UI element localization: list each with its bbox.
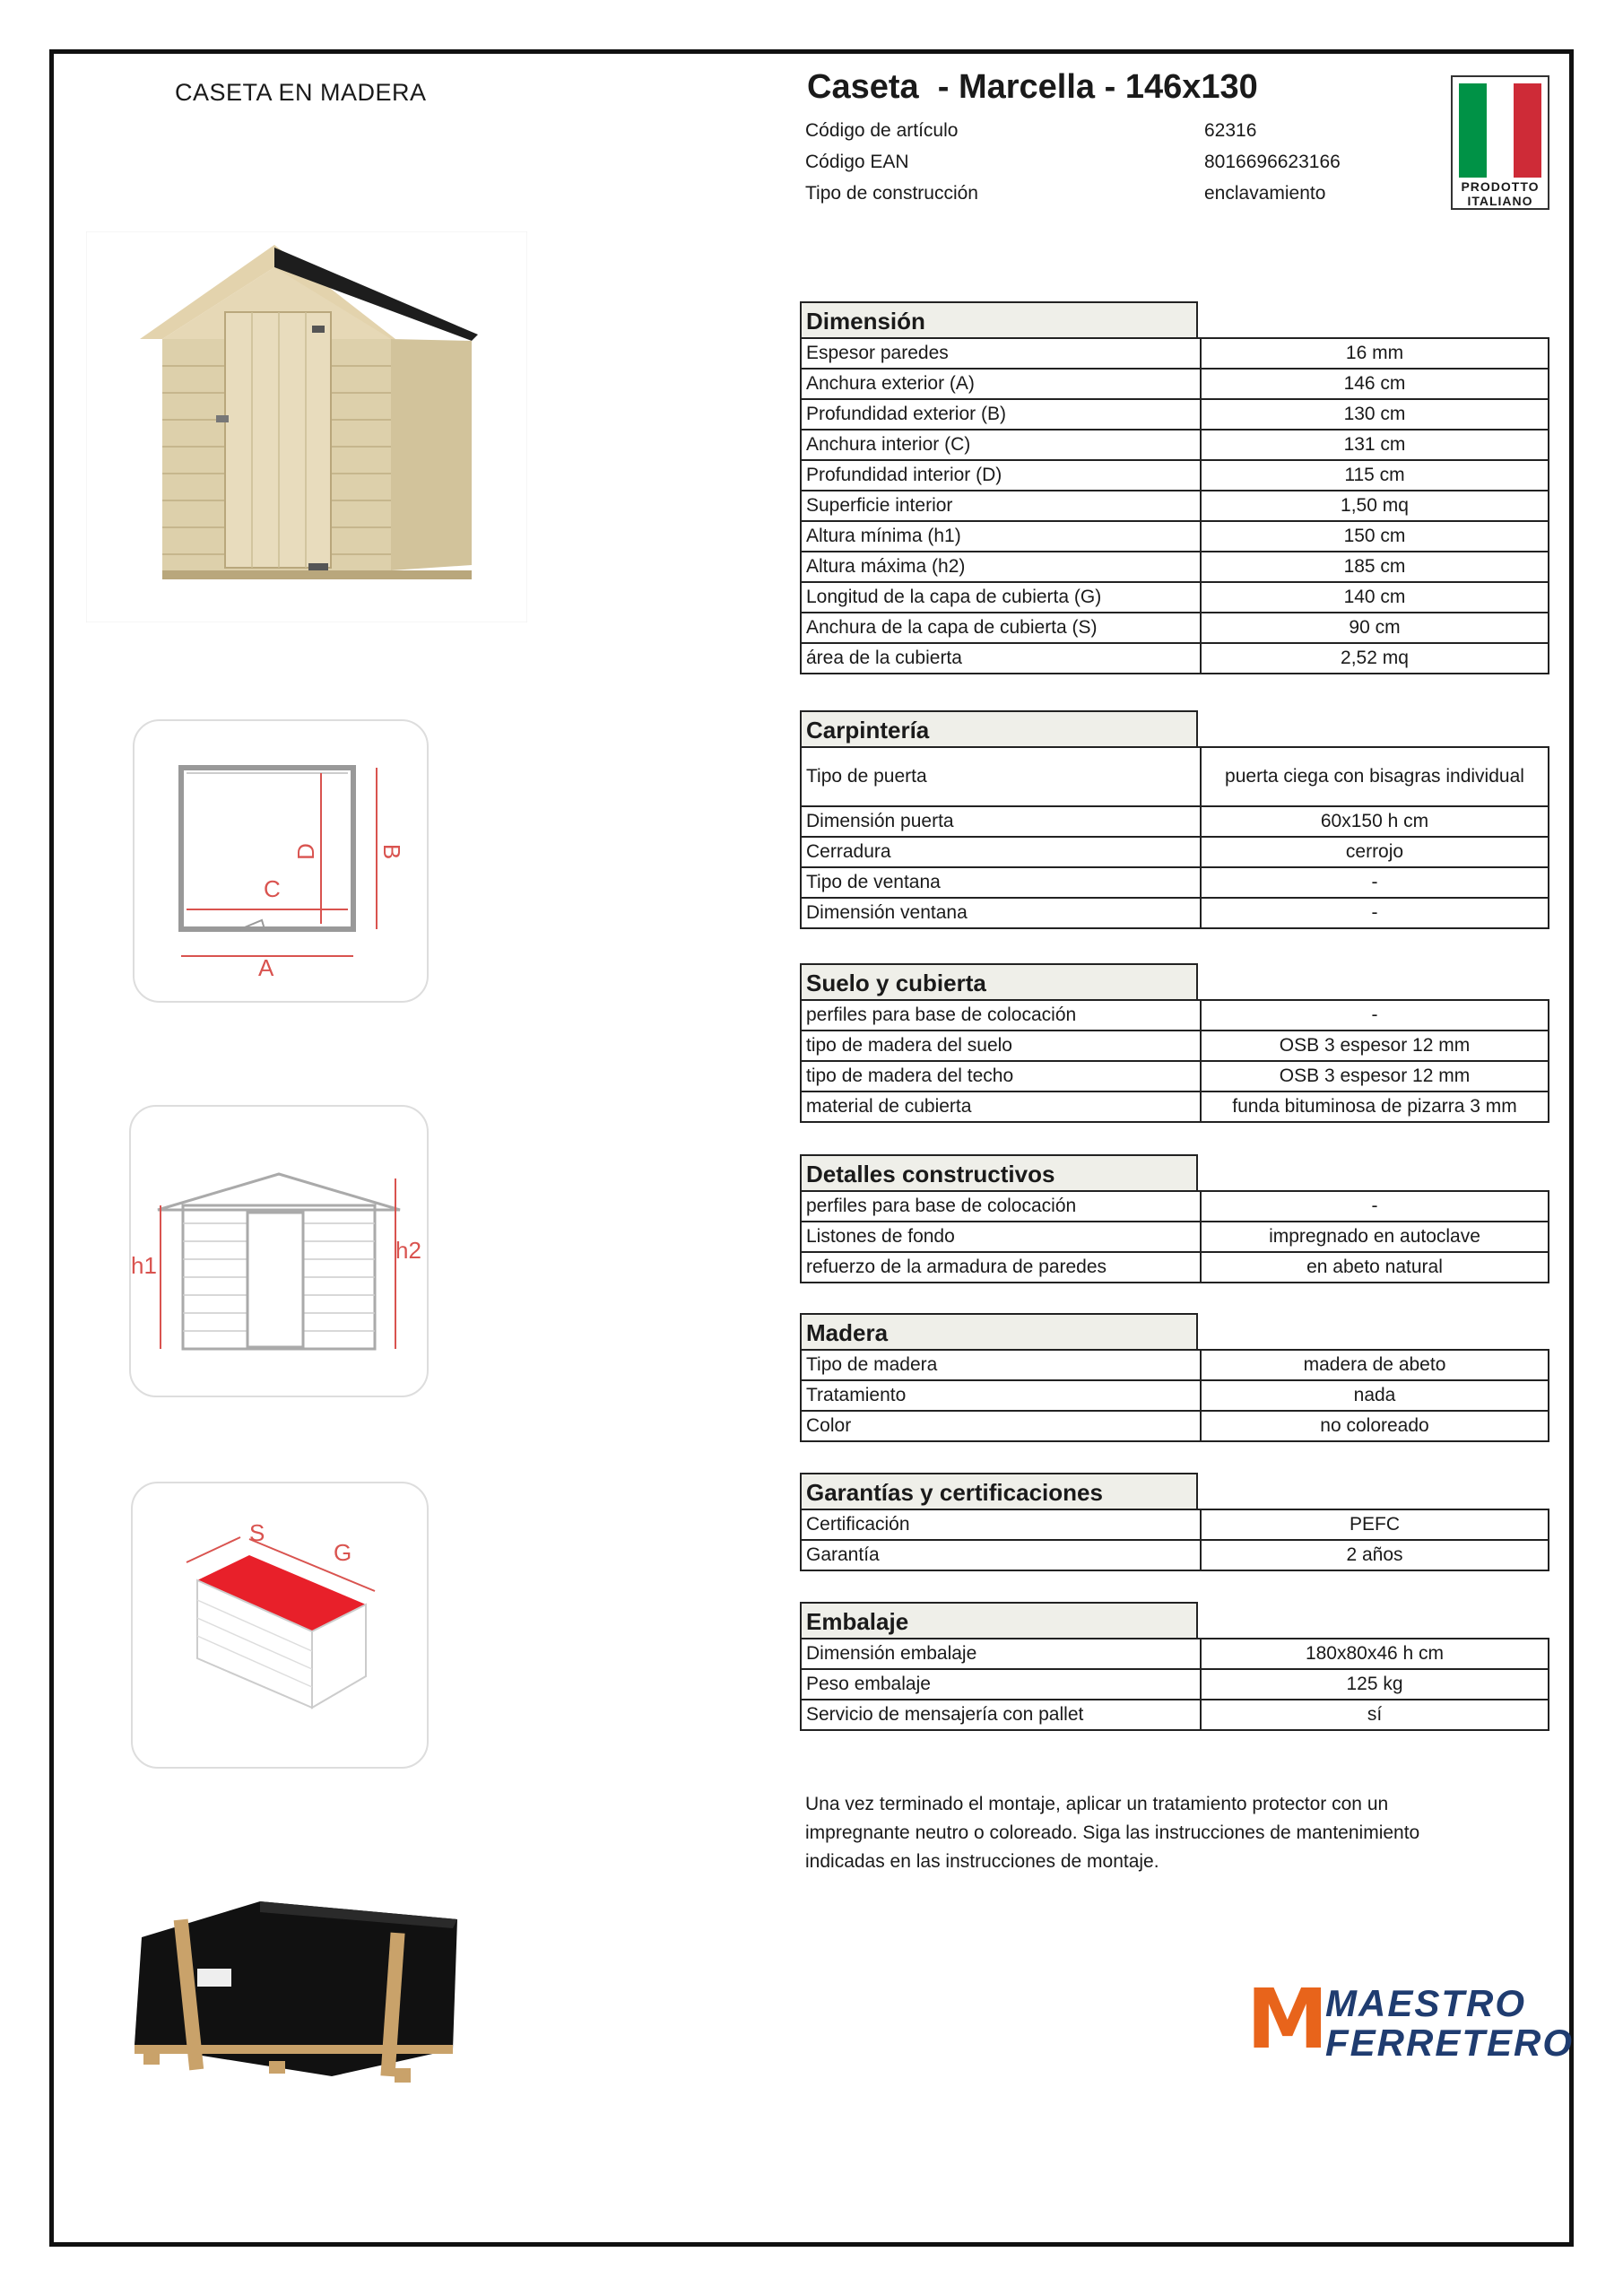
field-label-article: Código de artículo (805, 120, 959, 141)
packaging-photo (126, 1892, 466, 2090)
row-label: Listones de fondo (801, 1222, 1201, 1252)
spec-table (800, 746, 1549, 929)
row-value: nada (1201, 1380, 1549, 1411)
floor-plan-diagram (133, 719, 429, 1003)
row-label: Servicio de mensajería con pallet (801, 1700, 1201, 1730)
row-label: perfiles para base de colocación (801, 1000, 1201, 1031)
plan-label-b: B (378, 843, 406, 860)
row-value: 90 cm (1201, 613, 1549, 643)
row-label: Certificación (801, 1509, 1201, 1540)
table-row (801, 1700, 1549, 1730)
row-value: 1,50 mq (1201, 491, 1549, 521)
italian-product-badge (1451, 75, 1549, 210)
field-value-article: 62316 (1204, 120, 1257, 141)
plan-drawing (135, 721, 427, 1001)
field-value-ean: 8016696623166 (1204, 152, 1341, 172)
row-value: madera de abeto (1201, 1350, 1549, 1380)
section-construction-details (800, 1154, 1549, 1283)
row-value: OSB 3 espesor 12 mm (1201, 1031, 1549, 1061)
table-row (801, 867, 1549, 898)
section-floor-roof (800, 963, 1549, 1123)
spec-table (800, 337, 1549, 674)
row-value: 115 cm (1201, 460, 1549, 491)
section-wood (800, 1313, 1549, 1442)
table-row (801, 1509, 1549, 1540)
category-label: CASETA EN MADERA (175, 79, 427, 106)
row-value: PEFC (1201, 1509, 1549, 1540)
spec-table (800, 1638, 1549, 1731)
row-label: material de cubierta (801, 1091, 1201, 1122)
row-label: Cerradura (801, 837, 1201, 867)
row-value: - (1201, 898, 1549, 928)
table-row (801, 1222, 1549, 1252)
row-label: tipo de madera del suelo (801, 1031, 1201, 1061)
row-value: no coloreado (1201, 1411, 1549, 1441)
table-row (801, 1380, 1549, 1411)
table-row (801, 1669, 1549, 1700)
row-label: Dimensión ventana (801, 898, 1201, 928)
row-value: 2 años (1201, 1540, 1549, 1570)
row-label: Anchura exterior (A) (801, 369, 1201, 399)
section-title: Suelo y cubierta (800, 963, 1198, 999)
table-row (801, 806, 1549, 837)
table-row (801, 430, 1549, 460)
row-label: Superficie interior (801, 491, 1201, 521)
elevation-drawing (131, 1107, 427, 1396)
row-value: 130 cm (1201, 399, 1549, 430)
row-label: Espesor paredes (801, 338, 1201, 369)
row-value: 131 cm (1201, 430, 1549, 460)
elevation-label-h1: h1 (131, 1252, 157, 1279)
row-value: 140 cm (1201, 582, 1549, 613)
badge-text-1: PRODOTTO (1461, 179, 1540, 194)
field-value-construction: enclavamiento (1204, 183, 1326, 204)
table-row (801, 460, 1549, 491)
italian-flag-icon (1459, 83, 1541, 178)
section-title: Detalles constructivos (800, 1154, 1198, 1190)
row-value: en abeto natural (1201, 1252, 1549, 1283)
table-row (801, 491, 1549, 521)
roof-label-g: G (334, 1539, 352, 1566)
row-label: refuerzo de la armadura de paredes (801, 1252, 1201, 1283)
logo-text-line1: MAESTRO (1325, 1982, 1526, 2024)
row-label: Color (801, 1411, 1201, 1441)
row-label: Tipo de madera (801, 1350, 1201, 1380)
roof-label-s: S (249, 1519, 265, 1546)
table-row (801, 399, 1549, 430)
section-title: Embalaje (800, 1602, 1198, 1638)
row-value: 2,52 mq (1201, 643, 1549, 674)
spec-table (800, 1349, 1549, 1442)
row-value: funda bituminosa de pizarra 3 mm (1201, 1091, 1549, 1122)
row-label: perfiles para base de colocación (801, 1191, 1201, 1222)
row-label: Altura mínima (h1) (801, 521, 1201, 552)
spec-table (800, 999, 1549, 1123)
roof-diagram (131, 1482, 429, 1769)
row-label: tipo de madera del techo (801, 1061, 1201, 1091)
table-row (801, 1252, 1549, 1283)
roof-drawing (133, 1483, 427, 1767)
logo-text-line2: FERRETERO (1325, 2022, 1575, 2064)
table-row (801, 338, 1549, 369)
table-row (801, 1031, 1549, 1061)
table-row (801, 747, 1549, 806)
badge-text-2: ITALIANO (1467, 194, 1533, 208)
row-label: área de la cubierta (801, 643, 1201, 674)
field-label-ean: Código EAN (805, 152, 909, 172)
spec-table (800, 1190, 1549, 1283)
table-row (801, 1350, 1549, 1380)
table-row (801, 1091, 1549, 1122)
table-row (801, 1191, 1549, 1222)
row-label: Tipo de puerta (801, 747, 1201, 806)
row-label: Profundidad exterior (B) (801, 399, 1201, 430)
elevation-label-h2: h2 (395, 1237, 421, 1264)
row-value: 16 mm (1201, 338, 1549, 369)
table-row (801, 613, 1549, 643)
table-row (801, 1639, 1549, 1669)
section-dimension (800, 301, 1549, 674)
section-title: Madera (800, 1313, 1198, 1349)
row-value: - (1201, 1000, 1549, 1031)
table-row (801, 1000, 1549, 1031)
table-row (801, 1540, 1549, 1570)
table-row (801, 643, 1549, 674)
row-value: impregnado en autoclave (1201, 1222, 1549, 1252)
row-label: Longitud de la capa de cubierta (G) (801, 582, 1201, 613)
section-title: Dimensión (800, 301, 1198, 337)
row-value: 60x150 h cm (1201, 806, 1549, 837)
brand-logo (1246, 1971, 1575, 2067)
section-title: Garantías y certificaciones (800, 1473, 1198, 1509)
row-value: 146 cm (1201, 369, 1549, 399)
maintenance-note: Una vez terminado el montaje, aplicar un tratamiento protector con un impregnante neutro o coloreado. Siga las instrucciones de mantenimiento indicadas en las instrucciones de montaje. (805, 1794, 1420, 1872)
row-label: Anchura de la capa de cubierta (S) (801, 613, 1201, 643)
row-value: 125 kg (1201, 1669, 1549, 1700)
row-value: - (1201, 867, 1549, 898)
table-row (801, 837, 1549, 867)
section-title: Carpintería (800, 710, 1198, 746)
table-row (801, 582, 1549, 613)
section-packaging (800, 1602, 1549, 1731)
row-label: Profundidad interior (D) (801, 460, 1201, 491)
shed-photo (86, 231, 527, 622)
row-label: Tipo de ventana (801, 867, 1201, 898)
plan-label-a: A (258, 954, 274, 981)
row-label: Tratamiento (801, 1380, 1201, 1411)
row-label: Dimensión embalaje (801, 1639, 1201, 1669)
field-label-construction: Tipo de construcción (805, 183, 978, 204)
plan-label-c: C (264, 875, 281, 902)
table-row (801, 898, 1549, 928)
table-row (801, 552, 1549, 582)
row-value: cerrojo (1201, 837, 1549, 867)
table-row (801, 369, 1549, 399)
spec-table (800, 1509, 1549, 1571)
row-value: sí (1201, 1700, 1549, 1730)
row-label: Garantía (801, 1540, 1201, 1570)
row-value: - (1201, 1191, 1549, 1222)
logo-mark: M (1246, 1971, 1329, 2067)
row-value: 150 cm (1201, 521, 1549, 552)
elevation-diagram (129, 1105, 429, 1397)
row-value: OSB 3 espesor 12 mm (1201, 1061, 1549, 1091)
table-row (801, 1411, 1549, 1441)
table-row (801, 521, 1549, 552)
row-label: Dimensión puerta (801, 806, 1201, 837)
row-value: puerta ciega con bisagras individual (1201, 747, 1549, 806)
plan-label-d: D (291, 843, 319, 860)
table-row (801, 1061, 1549, 1091)
row-label: Altura máxima (h2) (801, 552, 1201, 582)
section-carpentry (800, 710, 1549, 929)
row-value: 180x80x46 h cm (1201, 1639, 1549, 1669)
section-warranty (800, 1473, 1549, 1571)
row-label: Anchura interior (C) (801, 430, 1201, 460)
row-label: Peso embalaje (801, 1669, 1201, 1700)
product-title: Caseta - Marcella - 146x130 (807, 68, 1258, 106)
row-value: 185 cm (1201, 552, 1549, 582)
